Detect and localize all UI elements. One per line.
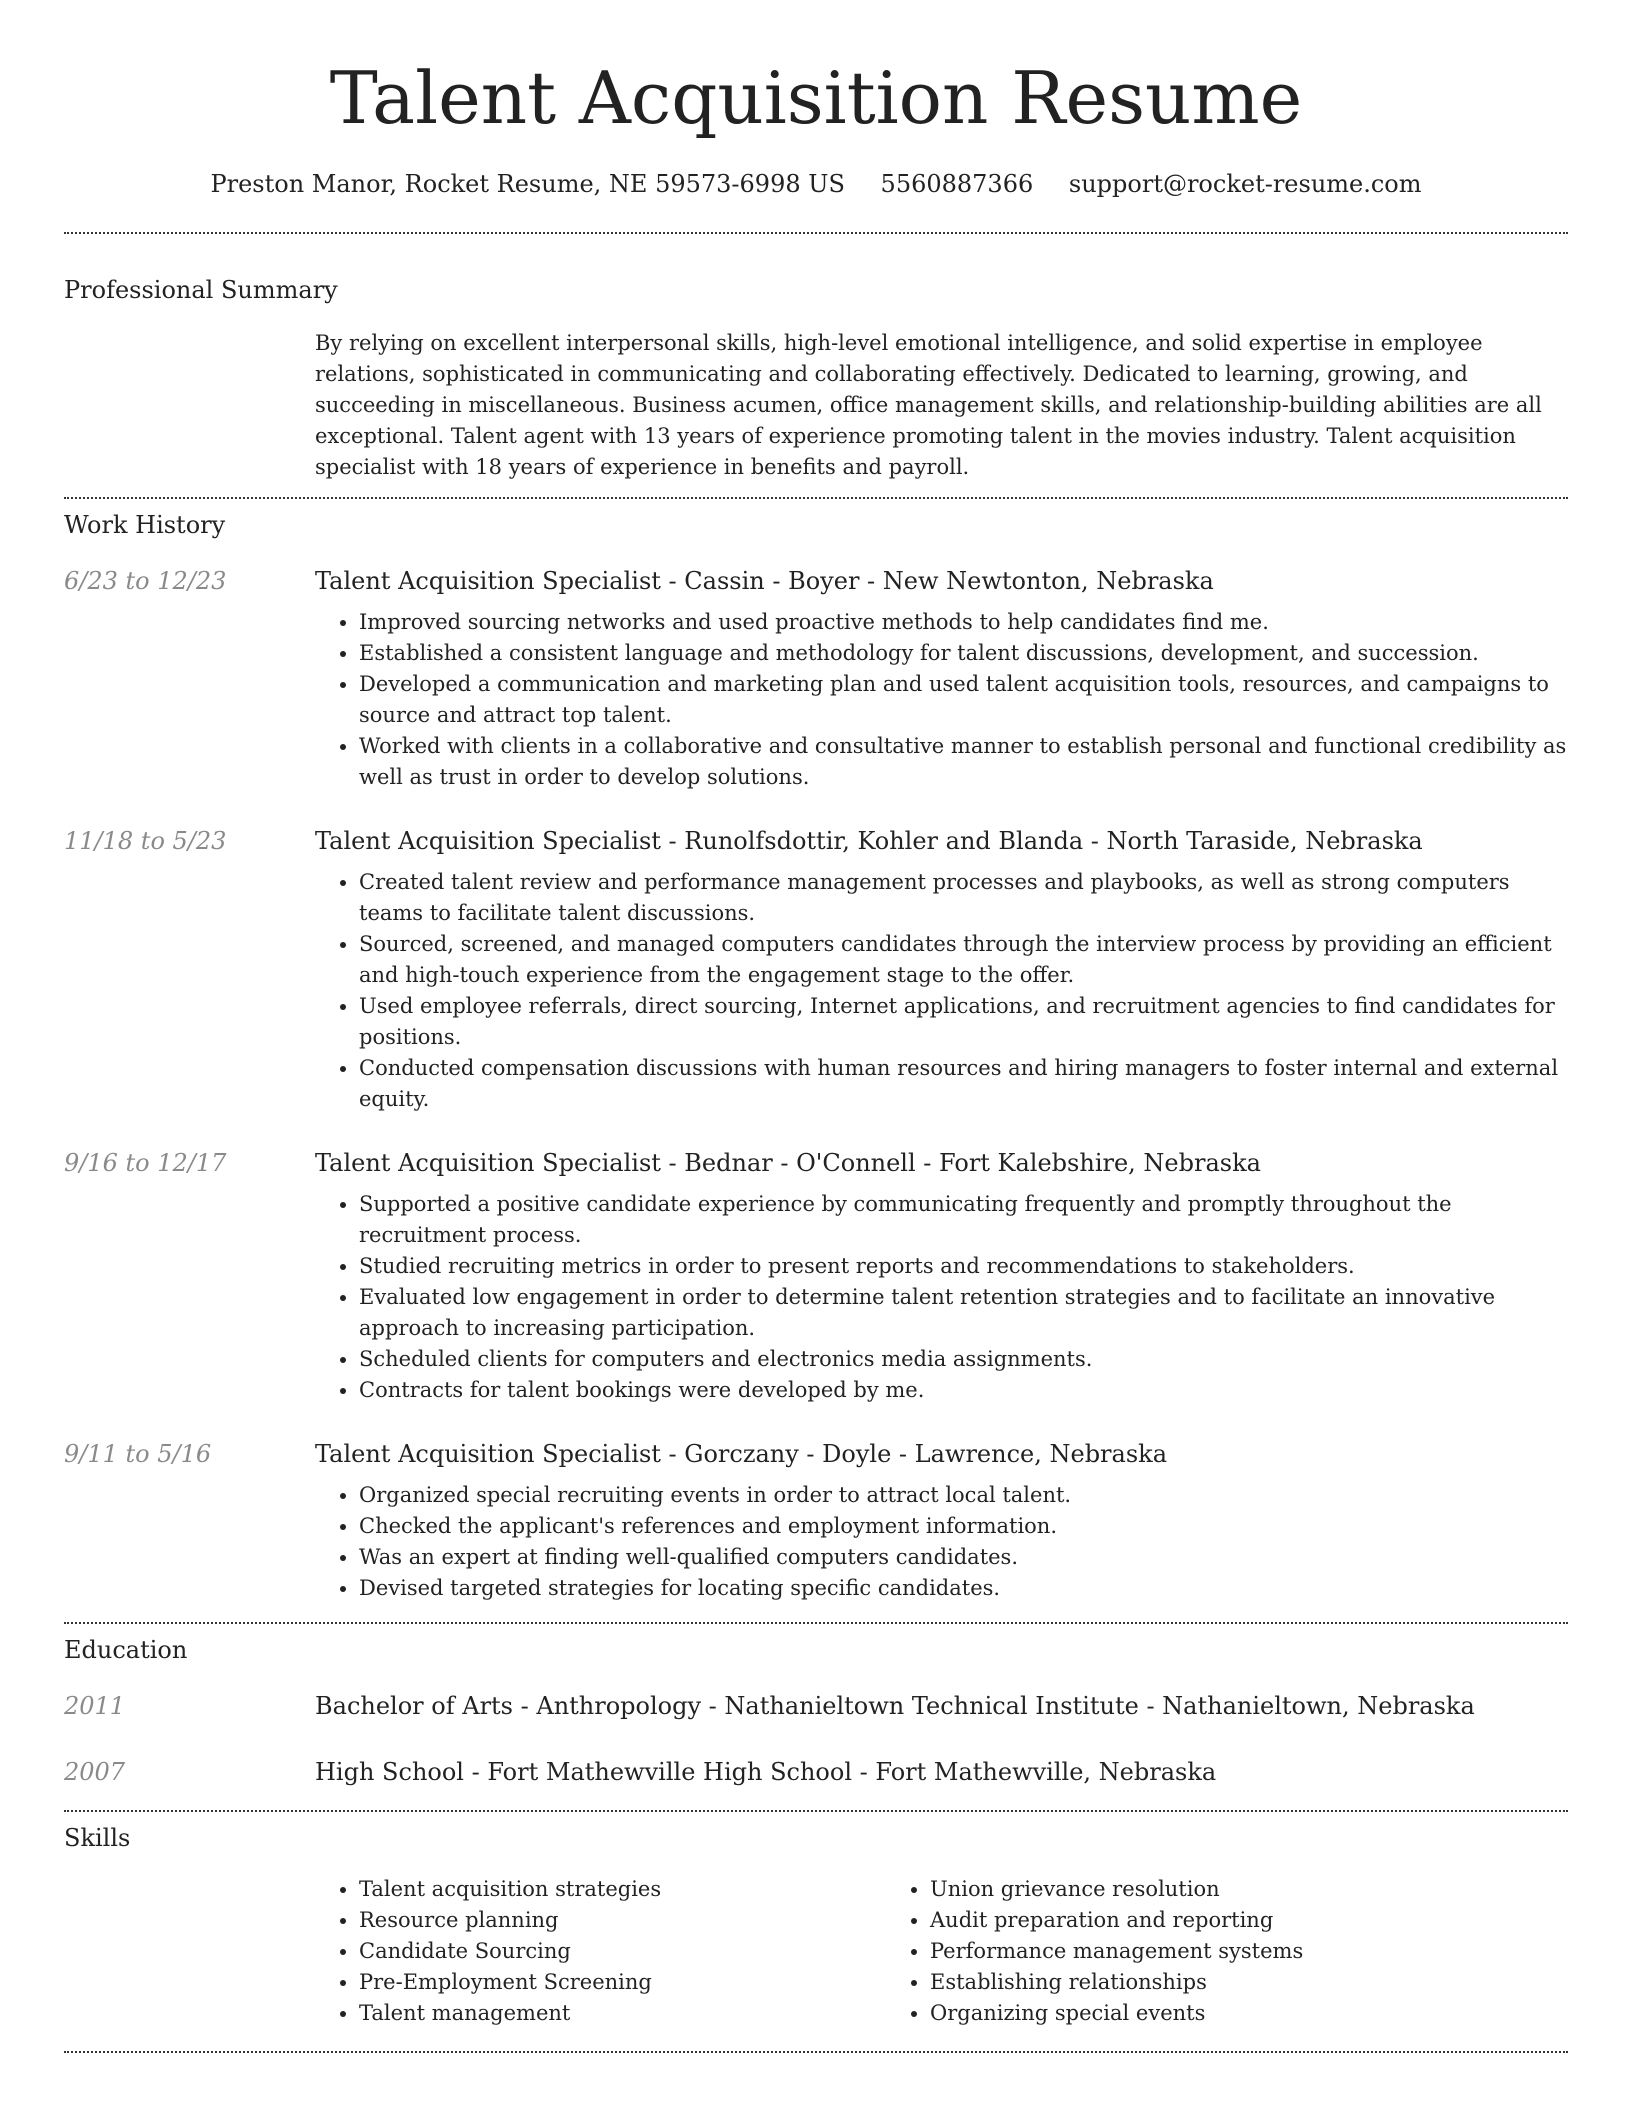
job-bullets — [315, 607, 1568, 793]
job-bullets — [315, 1480, 1568, 1604]
skills-column-left — [315, 1874, 886, 2029]
job-dates: 9/11 to 5/16 — [64, 1440, 212, 1468]
list-item: • Checked the applicant's references and employment information. — [359, 1511, 1568, 1542]
contact-phone: 5560887366 — [880, 170, 1034, 198]
resume-title: Talent Acquisition Resume — [329, 56, 1303, 140]
divider — [64, 497, 1568, 499]
skill-item: • Talent acquisition strategies — [359, 1874, 886, 1905]
job-entry — [64, 827, 1568, 1115]
list-item: • Scheduled clients for computers and electronics media assignments. — [359, 1344, 1568, 1375]
job-body — [315, 827, 1568, 1115]
list-item: • Developed a communication and marketing plan and used talent acquisition tools, resources, and campaigns to source and attract top talent. — [359, 669, 1568, 731]
job-title: Talent Acquisition Specialist - Bednar - O'Connell - Fort Kalebshire, Nebraska — [315, 1149, 1261, 1177]
job-entry — [64, 1149, 1568, 1406]
skill-item: • Performance management systems — [930, 1936, 1457, 1967]
skill-item: • Audit preparation and reporting — [930, 1905, 1457, 1936]
list-item: • Evaluated low engagement in order to determine talent retention strategies and to facilitate an innovative approach to increasing participation. — [359, 1282, 1568, 1344]
skill-item: • Organizing special events — [930, 1998, 1457, 2029]
skill-item: • Resource planning — [359, 1905, 886, 1936]
job-entry — [64, 1440, 1568, 1604]
list-item: • Supported a positive candidate experience by communicating frequently and promptly throughout the recruitment process. — [359, 1189, 1568, 1251]
job-dates: 9/16 to 12/17 — [64, 1149, 227, 1177]
list-item: • Used employee referrals, direct sourcing, Internet applications, and recruitment agencies to find candidates for positions. — [359, 991, 1568, 1053]
section-title-skills: Skills — [64, 1824, 131, 1852]
section-title-education: Education — [64, 1636, 188, 1664]
skill-item: • Pre-Employment Screening — [359, 1967, 886, 1998]
job-dates: 6/23 to 12/23 — [64, 567, 227, 595]
list-item: • Conducted compensation discussions with human resources and hiring managers to foster internal and external equity. — [359, 1053, 1568, 1115]
job-body — [315, 567, 1568, 793]
summary-text: By relying on excellent interpersonal skills, high-level emotional intelligence, and solid expertise in employee relations, sophisticated in communicating and collaborating effectively. Dedicated to learning, growing, and succeeding in miscellaneous. Business acumen, office management skills, and relationship-building abilities are all exceptional. Talent agent with 13 years of experience promoting talent in the movies industry. Talent acquisition specialist with 18 years of experience in benefits and payroll. — [315, 331, 1542, 479]
skills-list — [315, 1874, 1568, 2029]
list-item: • Improved sourcing networks and used proactive methods to help candidates find me. — [359, 607, 1568, 638]
job-title: Talent Acquisition Specialist - Gorczany - Doyle - Lawrence, Nebraska — [315, 1440, 1167, 1468]
list-item: • Worked with clients in a collaborative and consultative manner to establish personal and functional credibility as well as trust in order to develop solutions. — [359, 731, 1568, 793]
contact-address: Preston Manor, Rocket Resume, NE 59573-6998 US — [210, 170, 845, 198]
education-year: 2011 — [64, 1692, 126, 1720]
divider — [64, 2051, 1568, 2053]
contact-email: support@rocket-resume.com — [1068, 170, 1422, 198]
skill-item: • Candidate Sourcing — [359, 1936, 886, 1967]
education-text: Bachelor of Arts - Anthropology - Nathanieltown Technical Institute - Nathanieltown, Nebraska — [315, 1692, 1475, 1720]
job-title: Talent Acquisition Specialist - Cassin - Boyer - New Newtonton, Nebraska — [315, 567, 1214, 595]
skill-item: • Talent management — [359, 1998, 886, 2029]
list-item: • Studied recruiting metrics in order to present reports and recommendations to stakeholders. — [359, 1251, 1568, 1282]
list-item: • Created talent review and performance management processes and playbooks, as well as strong computers teams to facilitate talent discussions. — [359, 867, 1568, 929]
contact-line — [64, 170, 1568, 198]
job-entry — [64, 567, 1568, 793]
skills-column-right — [886, 1874, 1457, 2029]
divider — [64, 1622, 1568, 1624]
skill-item: • Union grievance resolution — [930, 1874, 1457, 1905]
resume-page — [64, 0, 1568, 2053]
section-title-work-history: Work History — [64, 511, 226, 539]
education-entry — [64, 1758, 1568, 1786]
job-body — [315, 1149, 1568, 1406]
job-body — [315, 1440, 1568, 1604]
divider — [64, 1810, 1568, 1812]
list-item: • Devised targeted strategies for locating specific candidates. — [359, 1573, 1568, 1604]
education-text: High School - Fort Mathewville High School - Fort Mathewville, Nebraska — [315, 1758, 1217, 1786]
education-year: 2007 — [64, 1758, 126, 1786]
list-item: • Sourced, screened, and managed computers candidates through the interview process by providing an efficient and high-touch experience from the engagement stage to the offer. — [359, 929, 1568, 991]
list-item: • Established a consistent language and methodology for talent discussions, development, and succession. — [359, 638, 1568, 669]
education-entry — [64, 1692, 1568, 1720]
job-bullets — [315, 867, 1568, 1115]
list-item: • Was an expert at finding well-qualified computers candidates. — [359, 1542, 1568, 1573]
job-title: Talent Acquisition Specialist - Runolfsdottir, Kohler and Blanda - North Taraside, Nebraska — [315, 827, 1423, 855]
skill-item: • Establishing relationships — [930, 1967, 1457, 1998]
job-bullets — [315, 1189, 1568, 1406]
list-item: • Contracts for talent bookings were developed by me. — [359, 1375, 1568, 1406]
section-title-summary: Professional Summary — [64, 276, 338, 304]
job-dates: 11/18 to 5/23 — [64, 827, 227, 855]
list-item: • Organized special recruiting events in order to attract local talent. — [359, 1480, 1568, 1511]
divider — [64, 232, 1568, 234]
